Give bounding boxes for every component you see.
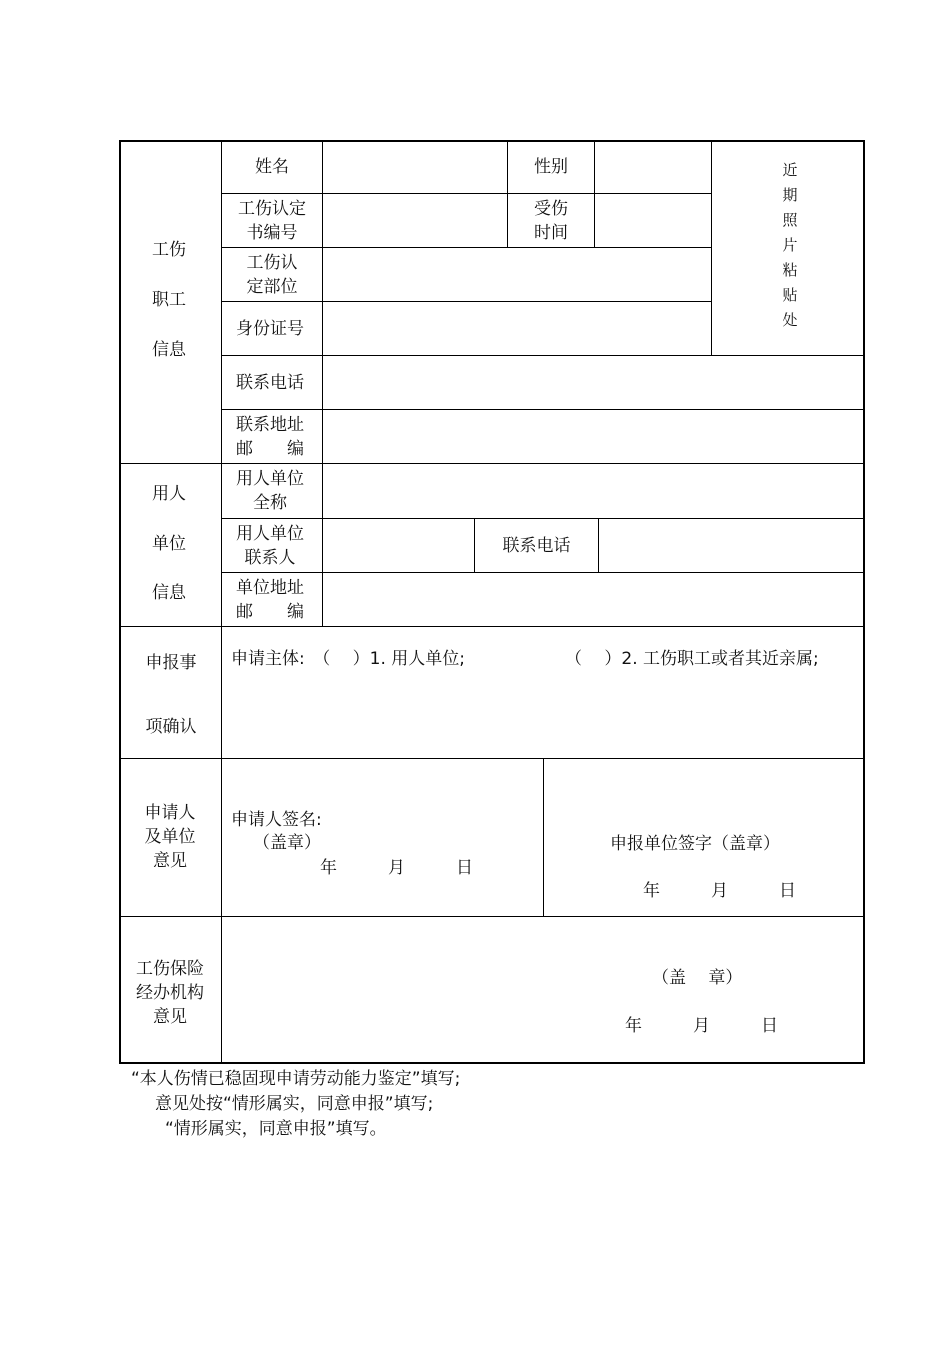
employer-name-label [222,464,318,518]
agency-seal-label: （盖 章） [652,968,743,988]
phone-label [222,356,318,409]
employer-contact-label [222,519,318,572]
employer-address-label-line2: 邮 编 [236,601,304,622]
employer-phone-label [475,519,598,572]
address-label-line2: 邮 编 [236,438,304,459]
cert-no-label-line1: 工伤认定 [238,198,306,219]
phone-label-text: 联系电话 [236,372,304,393]
section-label-declaration-line1: 申报事 [145,653,197,673]
gender-label-text: 性别 [534,157,568,177]
footnote-line: 意见处按“情形属实，同意申报”填写; [155,1094,434,1114]
applicant-signature-label: 申请人签名: [231,810,322,830]
photo-label-char: 近 [782,161,798,179]
section-divider [119,758,865,759]
section-label-employer-line2: 单位 [152,534,186,554]
section-label-employee-line2: 职工 [152,290,186,310]
cert-no-field[interactable] [323,194,507,247]
injured-part-label-line2: 定部位 [246,276,298,297]
unit-date: 年 月 日 [643,881,796,901]
photo-label-char: 片 [782,236,798,254]
employer-phone-label-text: 联系电话 [502,535,571,556]
phone-field[interactable] [323,356,864,409]
injury-time-label-line1: 受伤 [534,198,568,219]
employer-contact-label-line2: 联系人 [244,547,296,568]
address-label-line1: 联系地址 [236,414,304,435]
injured-part-label [222,248,322,301]
employer-address-label-line1: 单位地址 [236,577,304,598]
name-label-text: 姓名 [255,157,289,177]
gender-field[interactable] [595,141,711,193]
cert-no-label [222,194,322,247]
employer-contact-field[interactable] [323,519,474,572]
section-label-employee-line3: 信息 [152,340,186,360]
employer-address-label [222,573,318,626]
employer-name-label-line1: 用人单位 [236,469,304,489]
name-label [222,141,322,193]
opinion-label-line1: 申请人 [144,803,196,823]
applicant-option-employee[interactable]: （ ）2. 工伤职工或者其近亲属; [565,649,819,669]
injured-part-field[interactable] [323,248,711,301]
column-divider [543,758,544,916]
section-divider [119,916,865,917]
employer-contact-label-line1: 用人单位 [236,523,304,544]
id-no-label [222,302,318,355]
photo-label-char: 处 [782,311,798,329]
photo-label-char: 粘 [782,261,798,279]
section-label-employee-line1: 工伤 [152,240,186,260]
photo-label [770,158,810,333]
agency-label-line3: 意见 [153,1007,187,1027]
section-divider [119,626,865,627]
agency-label-line2: 经办机构 [136,983,204,1003]
injury-time-field[interactable] [595,194,711,247]
photo-label-char: 期 [782,186,798,204]
photo-label-char: 照 [782,211,798,229]
cert-no-label-line2: 书编号 [246,222,298,243]
footnote-line: “情形属实，同意申报”填写。 [165,1119,387,1139]
injury-time-label [508,194,594,247]
applicant-date: 年 月 日 [320,858,473,878]
section-label-employer-line1: 用人 [152,484,186,504]
id-no-field[interactable] [323,302,711,355]
gender-label [508,141,594,193]
injury-time-label-line2: 时间 [534,222,568,243]
section-label-opinion [120,799,220,875]
employer-phone-field[interactable] [599,519,864,572]
id-no-label-text: 身份证号 [236,318,304,339]
unit-signature-label: 申报单位签字（盖章） [610,834,780,854]
employer-name-label-line2: 全称 [253,493,287,513]
section-label-declaration-line2: 项确认 [145,717,197,737]
photo-label-char: 贴 [782,286,798,304]
address-label [222,410,318,463]
employer-name-field[interactable] [323,464,864,518]
applicant-option-employer[interactable]: 申请主体: （ ）1. 用人单位; [231,649,465,669]
applicant-seal-label: （盖章） [253,833,321,853]
section-label-employer-line3: 信息 [152,583,186,603]
opinion-label-line3: 意见 [153,851,187,871]
name-field[interactable] [323,141,507,193]
opinion-label-line2: 及单位 [144,827,196,847]
employer-address-field[interactable] [323,573,864,626]
footnote-line: “本人伤情已稳固现申请劳动能力鉴定”填写; [131,1069,461,1089]
address-field[interactable] [323,410,864,463]
section-label-agency [120,955,220,1031]
agency-date: 年 月 日 [625,1016,778,1036]
agency-label-line1: 工伤保险 [136,959,204,979]
injured-part-label-line1: 工伤认 [246,252,298,273]
